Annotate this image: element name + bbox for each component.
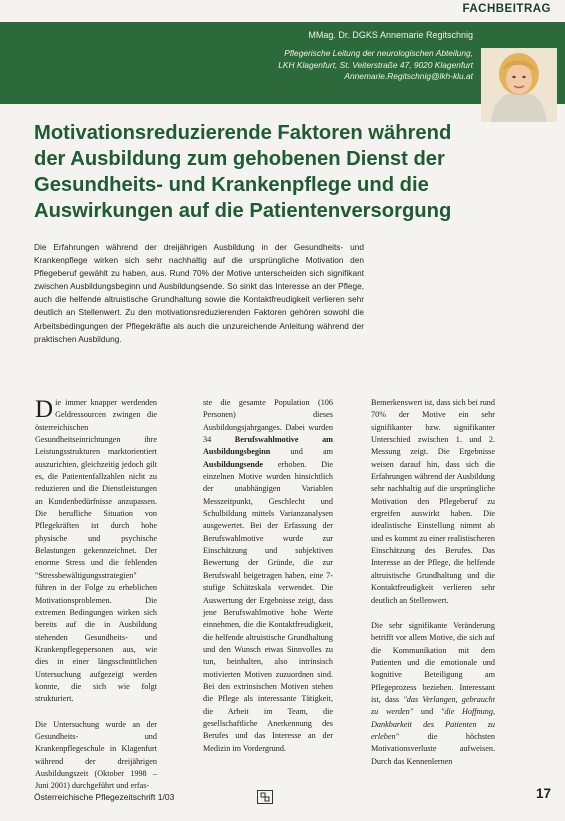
title-line: der Ausbildung zum gehobenen Dienst der	[34, 148, 445, 170]
body-column-1	[35, 397, 157, 806]
body-column-3	[371, 397, 495, 781]
journal-footer: Österreichische Pflegezeitschrift 1/03	[34, 792, 175, 802]
journal-logo-icon	[257, 790, 273, 804]
drop-cap: D	[35, 396, 54, 423]
body-paragraph: Die immer knapper werdenden Geldressourcen zwingen die österreichischen Gesundheitseinrichtungen ihre Leistungsstrukturen marktorientiert auszurichten, gleichzeitig jedoch gilt es, die Patientenfallzahlen nicht zu reduzieren und die Dienstleistungen an Kundenbedürfnisse anzupassen. Die berufliche Situation von Pflegekräften ist durch hohe physische und psychische Belastungen gekennzeichnet. Der enorme Stress und die fehlenden "Stressbewältigungsstrategien" führen in der Folge zu erheblichen Motivationsproblemen. Die extremen Bedingungen wirken sich bereits auf die in Ausbildung stehenden Gesundheits- und Krankenpflegepersonen aus, wie dies in einer längsschnittlichen Untersuchung aufgezeigt werden konnte, die sich wie folgt strukturiert.	[35, 396, 157, 704]
quoted-motive: "das Verlangen, gebraucht zu werden"	[371, 694, 495, 717]
title-line: Auswirkungen auf die Patientenversorgung	[34, 200, 452, 222]
affiliation-line: LKH Klagenfurt, St. Veiterstraße 47, 9020 Klagenfurt	[278, 59, 473, 70]
body-paragraph: Die Untersuchung wurde an der Gesundheits- und Krankenpflegeschule in Klagenfurt während der dreijährigen Ausbildungszeit (Oktober 1998 – Juni 2001) durchgeführt und erfas-	[35, 719, 157, 791]
body-paragraph: Bemerkenswert ist, dass sich bei rund 70% der Motive ein sehr signifikanter bzw. signifikanter Unterschied zwischen 1. und 2. Messung zeigt. Die Ergebnisse weisen darauf hin, dass sich die Erfahrungen während der Ausbildung sehr nachhaltig auf die ursprüngliche Motivation den Pflegeberuf zu ergreifen auswirkt haben. Die idealistische Einstellung nimmt ab und es kommt zu einer realistischeren Einschätzung des Berufes. Das Interesse an der Pflege, die helfende altruistische Grundhaltung und die Kontaktfreudigkeit verlieren sehr deutlich an Stellenwert.	[371, 398, 495, 605]
bold-term: Berufswahlmotive am Ausbildungsbeginn	[203, 435, 333, 457]
title-line: Gesundheits- und Krankenpflege und die	[34, 174, 429, 196]
body-paragraph: Die sehr signifikante Veränderung betrifft vor allem Motive, die sich auf die Kommunikation mit dem Patienten und die emotionale und kognitive Beteiligung am Pflegeprozess beziehen. Interessant ist, dass "das Verlangen, gebraucht zu werden" und "die Hoffnung, Dankbarkeit des Patienten zu erleben" die höchsten Motivationsverluste aufweisen. Durch das Kennenlernen	[371, 620, 496, 766]
lead-paragraph: Die Erfahrungen während der dreijährigen Ausbildung in der Gesundheits- und Krankenpflege wirken sich sehr nachhaltig auf die ursprüngliche Motivation den Pflegeberuf gewählt zu haben, aus. Rund 70% der Motive unterscheiden sich signifikant zwischen Ausbildungsbeginn und Ausbildungsende. So sinkt das Interesse an der Pflege, auch die helfende altruistische Grundhaltung sowie die Kontaktfreudigkeit verlieren sehr deutlich an Stellenwert. Zu den motivationsreduzierenden Faktoren gehören sowohl die Arbeitsbedingungen der Pflegekräfte als auch die unzureichende Anleitung während der praktischen Ausbildung.	[34, 242, 364, 344]
author-block	[278, 30, 473, 83]
quoted-motive: "die Hoffnung, Dankbarkeit des Patienten zu erleben"	[371, 707, 496, 741]
author-email: Annemarie.Regitschnig@lkh-klu.at	[344, 71, 473, 81]
section-label: FACHBEITRAG	[462, 3, 551, 15]
title-line: Motivationsreduzierende Faktoren während	[34, 122, 452, 144]
author-name: MMag. Dr. DGKS Annemarie Regitschnig	[308, 30, 473, 40]
body-column-2	[203, 397, 333, 768]
affiliation-line: Pflegerische Leitung der neurologischen Abteilung,	[284, 48, 473, 58]
article-title	[34, 120, 534, 224]
body-paragraph: ste die gesamte Population (106 Personen) dieses Ausbildungsjahrganges. Dabei wurden 34 Berufswahlmotive am Ausbildungsbeginn und am Ausbildungsende erhoben. Die einzelnen Motive wurden hinsichtlich der unabhängigen Variablen Messzeitpunkt, Geschlecht und Schulbildung mittels Varianzanalysen ausgewertet. Bei der Erfassung der Berufswahlmotive wurde zur Einschätzung und subjektiven Bewertung der Gründe, die zur Berufswahl beigetragen haben, eine 7-stufige Schätzskala verwendet. Die Auswertung der Ergebnisse zeigt, dass jene Berufswahlmotive hohe Werte einnehmen, die die Kontaktfreudigkeit, die helfende altruistische Grundhaltung und den Wunsch etwas Sinnvolles zu tun, beinhalten, also intrinsisch motivierten Motiven zuzuordnen sind. Bei den extrinsischen Motiven stehen die Pflege als interessante Tätigkeit, die Arbeit im Team, die gesellschaftliche Anerkennung des Berufes und das Interesse an der Medizin im Vordergrund.	[203, 398, 333, 753]
bold-term: Ausbildungsende	[203, 459, 264, 469]
author-photo	[481, 48, 557, 122]
header-banner	[0, 22, 565, 104]
page-number: 17	[535, 786, 551, 801]
